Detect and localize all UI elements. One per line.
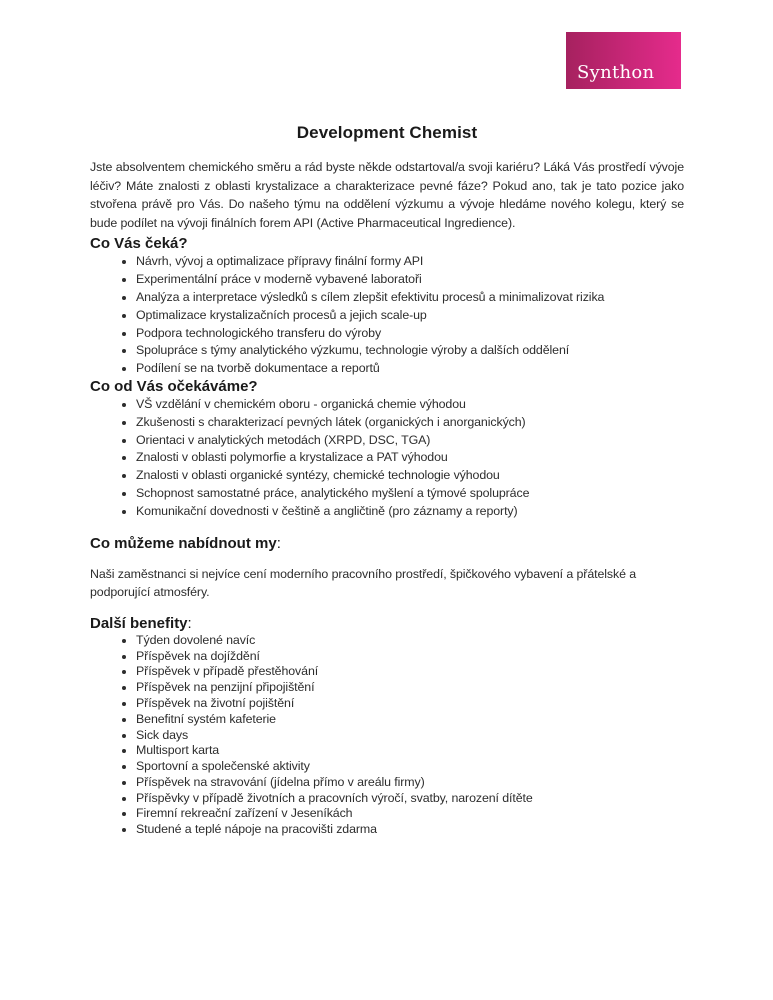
list-item: • Sportovní a společenské aktivity [136,759,684,775]
logo-text: Synthon [577,62,655,83]
section-heading-dalsi-benefity [90,615,684,633]
document-content [90,0,684,838]
list-item: • Znalosti v oblasti organické syntézy, chemické technologie výhodou [136,467,684,485]
list-item: • Schopnost samostatné práce, analytického myšlení a týmové spolupráce [136,485,684,503]
heading-suffix: : [187,614,192,632]
list-item: • Optimalizace krystalizačních procesů a jejich scale-up [136,307,684,325]
section-heading-co-ocekavame [90,378,684,396]
list-item: • Příspěvek na penzijní připojištění [136,680,684,696]
list-item: • Příspěvky v případě životních a pracovních výročí, svatby, narození dítěte [136,791,684,807]
list-item: • Multisport karta [136,743,684,759]
list-item: • Orientaci v analytických metodách (XRPD, DSC, TGA) [136,432,684,450]
list-item: • Příspěvek na životní pojištění [136,696,684,712]
heading-text: Co od Vás očekáváme? [90,377,258,395]
job-title: Development Chemist [296,123,478,142]
heading-text: Co Vás čeká? [90,235,188,253]
heading-text: Co můžeme nabídnout my [90,534,277,552]
list-item: • VŠ vzdělání v chemickém oboru - organická chemie výhodou [136,396,684,414]
list-item: • Zkušenosti s charakterizací pevných látek (organických i anorganických) [136,414,684,432]
list-item: • Firemní rekreační zařízení v Jeseníkách [136,806,684,822]
heading-suffix: : [276,534,281,552]
what-awaits-list [90,253,684,378]
list-item: • Sick days [136,728,684,744]
heading-text: Další benefity [90,614,188,632]
list-item: • Příspěvek na stravování (jídelna přímo v areálu firmy) [136,775,684,791]
list-item: • Příspěvek v případě přestěhování [136,664,684,680]
list-item: • Příspěvek na dojíždění [136,649,684,665]
intro-paragraph: Jste absolventem chemického směru a rád byste někde odstartoval/a svoji kariéru? Láká Vás prostředí vývoje léčiv? Máte znalosti z oblasti krystalizace a charakterizace pevné fáze? Pokud ano, tak je tato pozice jako stvořena právě pro Vás. Do našeho týmu na oddělení výzkumu a vývoje hledáme nového kolegu, který se bude podílet na vývoji finálních forem API (Active Pharmaceutical Ingredience). [90,160,684,230]
list-item: • Analýza a interpretace výsledků s cílem zlepšit efektivitu procesů a minimalizovat rizika [136,289,684,307]
list-item: • Znalosti v oblasti polymorfie a krystalizace a PAT výhodou [136,449,684,467]
offer-paragraph: Naši zaměstnanci si nejvíce cení moderního pracovního prostředí, špičkového vybavení a přátelské a podporující atmosféry. [90,566,637,600]
benefits-list [90,633,684,838]
list-item: • Benefitní systém kafeterie [136,712,684,728]
list-item: • Podílení se na tvorbě dokumentace a reportů [136,360,684,378]
section-heading-co-nabidneme [90,535,684,553]
list-item: • Experimentální práce v moderně vybavené laboratoři [136,271,684,289]
list-item: • Spolupráce s týmy analytického výzkumu, technologie výroby a dalších oddělení [136,342,684,360]
list-item: • Návrh, vývoj a optimalizace přípravy finální formy API [136,253,684,271]
list-item: • Podpora technologického transferu do výroby [136,325,684,343]
expectations-list [90,396,684,521]
list-item: • Studené a teplé nápoje na pracovišti zdarma [136,822,684,838]
list-item: • Týden dovolené navíc [136,633,684,649]
list-item: • Komunikační dovednosti v češtině a angličtině (pro záznamy a reporty) [136,503,684,521]
section-heading-co-vas-ceka [90,235,684,253]
